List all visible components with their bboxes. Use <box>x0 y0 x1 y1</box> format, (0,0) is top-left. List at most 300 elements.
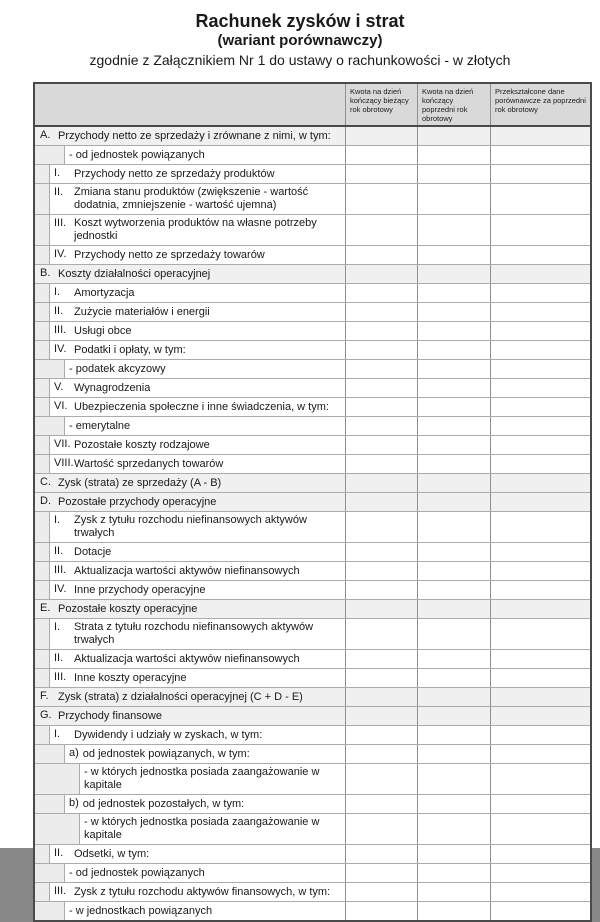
value-cell <box>490 512 590 542</box>
row-label-cell <box>35 455 345 473</box>
row-text <box>65 902 345 920</box>
value-cell <box>417 127 490 145</box>
value-cell <box>490 474 590 492</box>
row-label: Aktualizacja wartości aktywów niefinansowych <box>74 564 300 577</box>
row-indent <box>35 512 50 542</box>
table-row <box>35 435 590 454</box>
row-label: - w jednostkach powiązanych <box>69 904 213 917</box>
row-indent <box>35 669 50 687</box>
row-text <box>65 745 345 763</box>
value-cell <box>345 883 417 901</box>
value-cell <box>490 322 590 340</box>
value-cell <box>490 688 590 706</box>
value-cell <box>490 600 590 618</box>
value-cell <box>345 650 417 668</box>
row-number: I. <box>54 167 61 179</box>
table-row <box>35 214 590 245</box>
row-number: II. <box>54 186 64 198</box>
row-indent <box>35 795 65 813</box>
value-cell <box>417 436 490 454</box>
value-cell <box>417 512 490 542</box>
table-row <box>35 668 590 687</box>
value-cell <box>490 184 590 214</box>
row-text <box>50 512 345 542</box>
row-label: Przychody netto ze sprzedaży produktów <box>74 167 275 180</box>
row-label: Zysk (strata) z działalności operacyjnej (C + D - E) <box>58 690 303 703</box>
table-row <box>35 492 590 511</box>
value-cell <box>345 726 417 744</box>
value-cell <box>417 845 490 863</box>
table-row <box>35 145 590 164</box>
row-text <box>65 864 345 882</box>
row-text <box>50 436 345 454</box>
value-cell <box>345 246 417 264</box>
row-indent <box>35 619 50 649</box>
row-label-cell <box>35 845 345 863</box>
value-cell <box>345 455 417 473</box>
row-number: III. <box>54 217 67 229</box>
table-row <box>35 511 590 542</box>
document-header <box>0 0 600 68</box>
row-text <box>50 165 345 183</box>
row-number: I. <box>54 621 61 633</box>
value-cell <box>345 417 417 435</box>
row-label-cell <box>35 619 345 649</box>
row-indent <box>35 436 50 454</box>
row-text <box>65 146 345 164</box>
row-text <box>50 322 345 340</box>
value-cell <box>417 215 490 245</box>
value-cell <box>345 581 417 599</box>
value-cell <box>345 303 417 321</box>
value-cell <box>417 265 490 283</box>
value-cell <box>345 600 417 618</box>
value-cell <box>345 398 417 416</box>
value-cell <box>345 764 417 794</box>
row-text <box>50 341 345 359</box>
row-label-cell <box>35 322 345 340</box>
value-cell <box>345 845 417 863</box>
value-cell <box>417 864 490 882</box>
row-number: III. <box>54 564 67 576</box>
value-cell <box>490 795 590 813</box>
row-label-cell <box>35 745 345 763</box>
value-cell <box>345 436 417 454</box>
row-text <box>50 619 345 649</box>
row-indent <box>35 246 50 264</box>
value-cell <box>345 512 417 542</box>
value-cell <box>417 814 490 844</box>
row-label-cell <box>35 379 345 397</box>
row-label-cell <box>35 902 345 920</box>
row-text <box>35 600 345 618</box>
table-row <box>35 863 590 882</box>
document-title: Rachunek zysków i strat <box>195 11 405 31</box>
value-cell <box>490 455 590 473</box>
row-text <box>50 845 345 863</box>
value-cell <box>490 707 590 725</box>
table-row <box>35 302 590 321</box>
value-cell <box>490 619 590 649</box>
value-cell <box>490 417 590 435</box>
row-number: B. <box>40 267 51 279</box>
value-cell <box>417 474 490 492</box>
value-cell <box>417 795 490 813</box>
row-label: - od jednostek powiązanych <box>69 866 205 879</box>
value-cell <box>345 165 417 183</box>
row-label: Pozostałe przychody operacyjne <box>58 495 217 508</box>
row-number: IV. <box>54 248 67 260</box>
row-indent <box>35 745 65 763</box>
row-label-cell <box>35 688 345 706</box>
row-text <box>35 265 345 283</box>
legal-note: zgodnie z Załącznikiem Nr 1 do ustawy o rachunkowości - w złotych <box>89 52 511 68</box>
row-number: VI. <box>54 400 68 412</box>
table-row <box>35 264 590 283</box>
row-text <box>50 543 345 561</box>
row-number: II. <box>54 545 64 557</box>
value-cell <box>345 127 417 145</box>
row-label: Przychody netto ze sprzedaży i zrównane z nimi, w tym: <box>58 129 331 142</box>
value-cell <box>417 379 490 397</box>
value-cell <box>490 883 590 901</box>
row-number: IV. <box>54 343 67 355</box>
row-text <box>35 474 345 492</box>
value-cell <box>417 707 490 725</box>
row-number: C. <box>40 476 51 488</box>
corner-cell <box>35 84 345 125</box>
row-text <box>50 455 345 473</box>
value-cell <box>417 146 490 164</box>
value-cell <box>345 814 417 844</box>
table-row <box>35 901 590 920</box>
value-cell <box>490 436 590 454</box>
value-cell <box>490 581 590 599</box>
table-row <box>35 618 590 649</box>
row-label-cell <box>35 600 345 618</box>
value-cell <box>417 417 490 435</box>
row-label-cell <box>35 303 345 321</box>
row-indent <box>35 814 80 844</box>
row-label: od jednostek pozostałych, w tym: <box>82 797 245 810</box>
row-indent <box>35 650 50 668</box>
row-label: Inne koszty operacyjne <box>74 671 187 684</box>
table-row <box>35 744 590 763</box>
table-row <box>35 763 590 794</box>
row-label: Amortyzacja <box>74 286 135 299</box>
value-cell <box>345 543 417 561</box>
row-number: III. <box>54 324 67 336</box>
row-number: IV. <box>54 583 67 595</box>
profit-loss-table <box>33 82 592 922</box>
table-header-row <box>35 84 590 127</box>
row-number: II. <box>54 847 64 859</box>
row-label: Zużycie materiałów i energii <box>74 305 210 318</box>
value-cell <box>345 341 417 359</box>
row-label: Odsetki, w tym: <box>74 847 150 860</box>
row-indent <box>35 184 50 214</box>
table-row <box>35 473 590 492</box>
value-cell <box>417 600 490 618</box>
value-cell <box>417 650 490 668</box>
table-row <box>35 561 590 580</box>
row-number: I. <box>54 286 61 298</box>
row-label: Usługi obce <box>74 324 132 337</box>
value-cell <box>490 814 590 844</box>
value-cell <box>345 707 417 725</box>
row-indent <box>35 764 80 794</box>
row-label: - w których jednostka posiada zaangażowanie w kapitale <box>84 816 320 841</box>
value-cell <box>490 726 590 744</box>
table-body <box>35 127 590 920</box>
row-text <box>35 127 345 145</box>
row-label-cell <box>35 127 345 145</box>
row-label: Strata z tytułu rozchodu niefinansowych aktywów trwałych <box>74 621 314 646</box>
table-row <box>35 283 590 302</box>
row-number: V. <box>54 381 64 393</box>
row-label: - podatek akcyzowy <box>69 362 166 375</box>
value-cell <box>417 360 490 378</box>
value-cell <box>417 669 490 687</box>
row-label-cell <box>35 581 345 599</box>
table-row <box>35 844 590 863</box>
value-cell <box>490 284 590 302</box>
row-indent <box>35 341 50 359</box>
row-label-cell <box>35 707 345 725</box>
row-number: A. <box>40 129 51 141</box>
value-cell <box>345 493 417 511</box>
table-row <box>35 245 590 264</box>
row-label-cell <box>35 864 345 882</box>
value-cell <box>417 398 490 416</box>
row-number: E. <box>40 602 51 614</box>
row-label-cell <box>35 474 345 492</box>
row-number: D. <box>40 495 51 507</box>
row-text <box>35 493 345 511</box>
row-label: - od jednostek powiązanych <box>69 148 205 161</box>
table-row <box>35 397 590 416</box>
value-cell <box>417 493 490 511</box>
table-row <box>35 164 590 183</box>
row-text <box>65 360 345 378</box>
value-cell <box>417 543 490 561</box>
row-number: VII. <box>54 438 71 450</box>
table-row <box>35 725 590 744</box>
value-cell <box>417 303 490 321</box>
row-number: b) <box>69 797 79 809</box>
row-text <box>50 581 345 599</box>
value-cell <box>490 146 590 164</box>
row-text <box>50 284 345 302</box>
value-cell <box>345 265 417 283</box>
row-label-cell <box>35 814 345 844</box>
row-text <box>50 184 345 214</box>
value-cell <box>345 215 417 245</box>
table-row <box>35 813 590 844</box>
table-row <box>35 794 590 813</box>
row-label: Zmiana stanu produktów (zwiększenie - wartość dodatnia, zmniejszenie - wartość ujemna) <box>74 186 309 211</box>
row-indent <box>35 398 50 416</box>
row-label-cell <box>35 883 345 901</box>
row-label: Zysk z tytułu rozchodu niefinansowych aktywów trwałych <box>74 514 307 539</box>
row-text <box>80 764 345 794</box>
row-number: II. <box>54 305 64 317</box>
table-row <box>35 580 590 599</box>
value-cell <box>490 864 590 882</box>
row-indent <box>35 360 65 378</box>
value-cell <box>417 184 490 214</box>
value-cell <box>490 215 590 245</box>
value-cell <box>345 795 417 813</box>
row-label-cell <box>35 512 345 542</box>
row-label-cell <box>35 795 345 813</box>
row-label-cell <box>35 398 345 416</box>
row-label: Koszty działalności operacyjnej <box>58 267 211 280</box>
value-cell <box>490 398 590 416</box>
row-indent <box>35 322 50 340</box>
value-cell <box>417 322 490 340</box>
row-indent <box>35 883 50 901</box>
row-label-cell <box>35 562 345 580</box>
row-label-cell <box>35 184 345 214</box>
row-text <box>50 246 345 264</box>
row-label: Koszt wytworzenia produktów na własne potrzeby jednostki <box>74 217 317 242</box>
value-cell <box>345 322 417 340</box>
value-cell <box>345 379 417 397</box>
value-cell <box>490 764 590 794</box>
row-text <box>65 795 345 813</box>
row-label-cell <box>35 246 345 264</box>
column-header-restated-data: Przekształcone dane porównawcze za poprzedni rok obrotowy <box>490 84 590 125</box>
row-label: - w których jednostka posiada zaangażowanie w kapitale <box>84 766 320 791</box>
row-label-cell <box>35 341 345 359</box>
table-row <box>35 454 590 473</box>
value-cell <box>490 379 590 397</box>
value-cell <box>490 127 590 145</box>
row-indent <box>35 146 65 164</box>
row-number: VIII. <box>54 457 74 469</box>
row-text <box>50 562 345 580</box>
value-cell <box>490 562 590 580</box>
row-label: Ubezpieczenia społeczne i inne świadczenia, w tym: <box>74 400 329 413</box>
table-row <box>35 340 590 359</box>
column-header-previous-year: Kwota na dzień kończący poprzedni rok obrotowy <box>417 84 490 125</box>
value-cell <box>417 246 490 264</box>
row-number: III. <box>54 671 67 683</box>
value-cell <box>490 669 590 687</box>
row-label-cell <box>35 726 345 744</box>
row-label-cell <box>35 284 345 302</box>
row-label: Aktualizacja wartości aktywów niefinansowych <box>74 652 300 665</box>
document-subtitle: (wariant porównawczy) <box>217 32 383 49</box>
row-number: G. <box>40 709 52 721</box>
table-row <box>35 687 590 706</box>
value-cell <box>490 543 590 561</box>
value-cell <box>345 864 417 882</box>
row-label: Inne przychody operacyjne <box>74 583 206 596</box>
row-label-cell <box>35 543 345 561</box>
row-text <box>50 650 345 668</box>
value-cell <box>490 745 590 763</box>
value-cell <box>490 845 590 863</box>
value-cell <box>417 455 490 473</box>
row-indent <box>35 845 50 863</box>
row-number: F. <box>40 690 49 702</box>
row-text <box>80 814 345 844</box>
row-number: III. <box>54 885 67 897</box>
value-cell <box>490 246 590 264</box>
row-label-cell <box>35 360 345 378</box>
row-label: Przychody netto ze sprzedaży towarów <box>74 248 265 261</box>
row-label: Wartość sprzedanych towarów <box>74 457 224 470</box>
row-label-cell <box>35 165 345 183</box>
value-cell <box>490 493 590 511</box>
row-label-cell <box>35 764 345 794</box>
row-indent <box>35 284 50 302</box>
value-cell <box>490 902 590 920</box>
row-text <box>50 303 345 321</box>
value-cell <box>345 360 417 378</box>
row-indent <box>35 581 50 599</box>
table-row <box>35 649 590 668</box>
row-indent <box>35 543 50 561</box>
value-cell <box>490 165 590 183</box>
row-indent <box>35 215 50 245</box>
row-text <box>50 398 345 416</box>
row-indent <box>35 864 65 882</box>
value-cell <box>417 745 490 763</box>
table-row <box>35 321 590 340</box>
row-indent <box>35 726 50 744</box>
value-cell <box>490 303 590 321</box>
row-label-cell <box>35 215 345 245</box>
row-number: a) <box>69 747 79 759</box>
row-text <box>50 669 345 687</box>
row-label: Przychody finansowe <box>58 709 162 722</box>
value-cell <box>490 341 590 359</box>
value-cell <box>345 562 417 580</box>
table-row <box>35 183 590 214</box>
table-row <box>35 378 590 397</box>
value-cell <box>417 581 490 599</box>
row-text <box>50 883 345 901</box>
row-label: Wynagrodzenia <box>74 381 151 394</box>
value-cell <box>490 650 590 668</box>
row-text <box>35 707 345 725</box>
row-indent <box>35 303 50 321</box>
row-label: od jednostek powiązanych, w tym: <box>82 747 250 760</box>
value-cell <box>417 284 490 302</box>
value-cell <box>345 688 417 706</box>
value-cell <box>490 265 590 283</box>
value-cell <box>417 341 490 359</box>
row-label-cell <box>35 417 345 435</box>
value-cell <box>345 902 417 920</box>
value-cell <box>345 745 417 763</box>
row-indent <box>35 562 50 580</box>
row-label: Dotacje <box>74 545 112 558</box>
value-cell <box>417 902 490 920</box>
row-number: I. <box>54 728 61 740</box>
value-cell <box>417 619 490 649</box>
value-cell <box>417 726 490 744</box>
row-indent <box>35 902 65 920</box>
table-row <box>35 416 590 435</box>
table-row <box>35 127 590 145</box>
value-cell <box>345 474 417 492</box>
row-text <box>35 688 345 706</box>
row-text <box>50 379 345 397</box>
